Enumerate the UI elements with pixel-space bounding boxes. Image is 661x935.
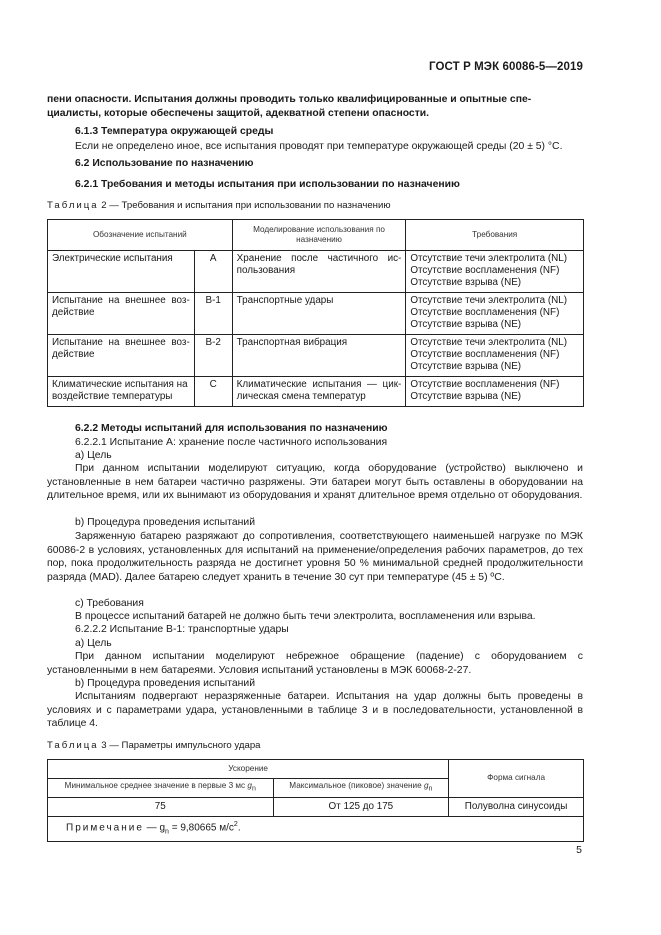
table-2: [47, 219, 584, 407]
section-6-2-2-1-title: 6.2.2.1 Испытание А: хранение после частичного использования: [75, 437, 388, 448]
requirement-line: Отсутствие течи электролита (NL): [410, 337, 568, 348]
section-6-2-title: 6.2 Использование по назначению: [75, 158, 254, 169]
g-symbol: g: [247, 781, 252, 790]
header-min-text: Минимальное среднее значение в первые 3 мс: [64, 781, 246, 790]
table-cell-requirements: [406, 335, 584, 377]
section-6-2-2-title: 6.2.2 Методы испытаний для использования по назначению: [75, 423, 388, 434]
table-cell-requirements: [406, 251, 584, 293]
label-a-purpose: a) Цель: [75, 450, 112, 461]
table-3-header-acceleration: Ускорение: [48, 760, 449, 779]
g-symbol: g: [423, 781, 429, 790]
table-3-header-max: [273, 779, 449, 798]
table-cell-requirements: [406, 293, 584, 335]
table-cell-code: B-1: [194, 293, 232, 335]
note-exponent: 2: [233, 821, 238, 829]
g-subscript: n: [165, 828, 169, 836]
table-2-caption-prefix: Таблица: [47, 200, 99, 211]
table-2-header-simulation: Моделирование использования по назначению: [232, 220, 406, 251]
table-cell-name: Испытание на внешнее воз-действие: [48, 335, 195, 377]
requirement-line: Отсутствие течи электролита (NL): [410, 253, 568, 264]
requirement-line: Отсутствие взрыва (NE): [410, 319, 522, 331]
table-2-caption-text: 2 — Требования и испытания при использовании по назначению: [101, 200, 391, 211]
requirement-line: Отсутствие взрыва (NE): [410, 277, 522, 289]
table-cell-code: C: [194, 377, 232, 407]
section-6-2-1-title: 6.2.1 Требования и методы испытания при использовании по назначению: [75, 179, 460, 190]
intro-line-1: пени опасности. Испытания должны проводить только квалифицированные и опытные спе-: [47, 94, 532, 105]
note-prefix: Примечание: [66, 822, 144, 834]
paragraph-a2-purpose: При данном испытании моделируют небрежное обращение (падение) с оборудованием с установленными в нем батареями. Условия испытаний установлены в МЭК 60068-2-27.: [47, 651, 583, 676]
table-cell-simulation: Транспортные удары: [232, 293, 406, 335]
table-cell-name: Испытание на внешнее воз-действие: [48, 293, 195, 335]
table-row: [48, 293, 584, 335]
requirement-line: Отсутствие течи электролита (NL): [410, 295, 568, 306]
table-cell-max: От 125 до 175: [273, 798, 449, 817]
g-subscript: n: [428, 785, 433, 793]
requirement-line: Отсутствие взрыва (NE): [410, 391, 522, 403]
paragraph-b-procedure: Заряженную батарею разряжают до сопротивления, соответствующего наименьшей нагрузке по МЭК 60086-2 в условиях, установленных для испытаний на применение/определения рабочих параметров, до тех пор, пока продолжительность разряда не достигнет уровня 50 % минимальной средней продолжительности разряда (MAD). Далее батарею следует хранить в течение 30 сут при температуре (45 ± 5) ºС.: [47, 531, 583, 583]
note-end: .: [237, 822, 241, 834]
table-note-row: [48, 817, 584, 842]
table-3-caption: [47, 740, 261, 751]
table-3-note: [48, 817, 584, 842]
table-3-caption-prefix: Таблица: [47, 740, 99, 751]
table-cell-waveform: Полуволна синусоиды: [449, 798, 584, 817]
label-b2-procedure: b) Процедура проведения испытаний: [75, 678, 256, 689]
paragraph-c-requirements: В процессе испытаний батарей не должно быть течи электролита, воспламенения или взрыва.: [75, 611, 536, 622]
table-2-header-designation: Обозначение испытаний: [48, 220, 233, 251]
paragraph-b2-procedure: Испытаниям подвергают неразряженные батареи. Испытания на удар должны быть проведены в условиях и с параметрами удара, установленными в таблице 3 и в последовательности, установленной в таблице 4.: [47, 691, 583, 730]
table-cell-code: A: [194, 251, 232, 293]
table-cell-name: Электрические испытания: [48, 251, 195, 293]
table-cell-simulation: Хранение после частичного ис-пользования: [232, 251, 406, 293]
table-2-caption: [47, 200, 391, 211]
table-row: [48, 335, 584, 377]
section-6-1-3-text: Если не определено иное, все испытания проводят при температуре окружающей среды (20 ± 5) °С.: [75, 141, 563, 152]
requirement-line: Отсутствие воспламенения (NF): [410, 379, 560, 390]
note-value: = 9,80665 м/с: [168, 822, 234, 834]
requirement-line: Отсутствие воспламенения (NF): [410, 349, 560, 361]
page-number: 5: [576, 844, 582, 856]
label-b-procedure: b) Процедура проведения испытаний: [75, 517, 256, 528]
table-row: [48, 377, 584, 407]
intro-paragraph: [47, 93, 583, 120]
intro-line-2: циалисты, которые обеспечены защитой, адекватной степени опасности.: [47, 107, 430, 119]
table-3-caption-text: 3 — Параметры импульсного удара: [101, 740, 261, 751]
table-cell-code: B-2: [194, 335, 232, 377]
table-cell-name: Климатические испытания на воздействие температуры: [48, 377, 195, 407]
requirement-line: Отсутствие воспламенения (NF): [410, 265, 560, 277]
section-6-1-3-title: 6.1.3 Температура окружающей среды: [75, 126, 274, 137]
header-max-text: Максимальное (пиковое) значение: [289, 781, 422, 790]
section-6-2-2-2-title: 6.2.2.2 Испытание В-1: транспортные удары: [75, 624, 289, 635]
note-text: — g: [146, 822, 166, 834]
table-cell-simulation: Климатические испытания — цик-лическая смена температур: [232, 377, 406, 407]
label-c-requirements: c) Требования: [75, 598, 144, 609]
paragraph-a-purpose: При данном испытании моделируют ситуацию, когда оборудование (устройство) выключено и установленные в нем батареи частично разряжены. Эти батареи могут быть оставлены в оборудовании на длительное время, или их вынимают из оборудования и хранят длительное время отдельно от оборудования.: [47, 463, 583, 502]
label-a2-purpose: a) Цель: [75, 638, 112, 649]
table-3-header-waveform: Форма сигнала: [449, 760, 584, 798]
requirement-line: Отсутствие взрыва (NE): [410, 361, 522, 373]
g-subscript: n: [251, 785, 256, 793]
table-cell-simulation: Транспортная вибрация: [232, 335, 406, 377]
table-3-header-min: [48, 779, 274, 798]
table-row: [48, 798, 584, 817]
table-2-header-requirements: Требования: [406, 220, 584, 251]
table-3: [47, 759, 584, 842]
requirement-line: Отсутствие воспламенения (NF): [410, 307, 560, 319]
table-cell-min: 75: [48, 798, 274, 817]
document-header: ГОСТ Р МЭК 60086-5—2019: [429, 61, 583, 73]
table-row: [48, 251, 584, 293]
table-cell-requirements: [406, 377, 584, 407]
